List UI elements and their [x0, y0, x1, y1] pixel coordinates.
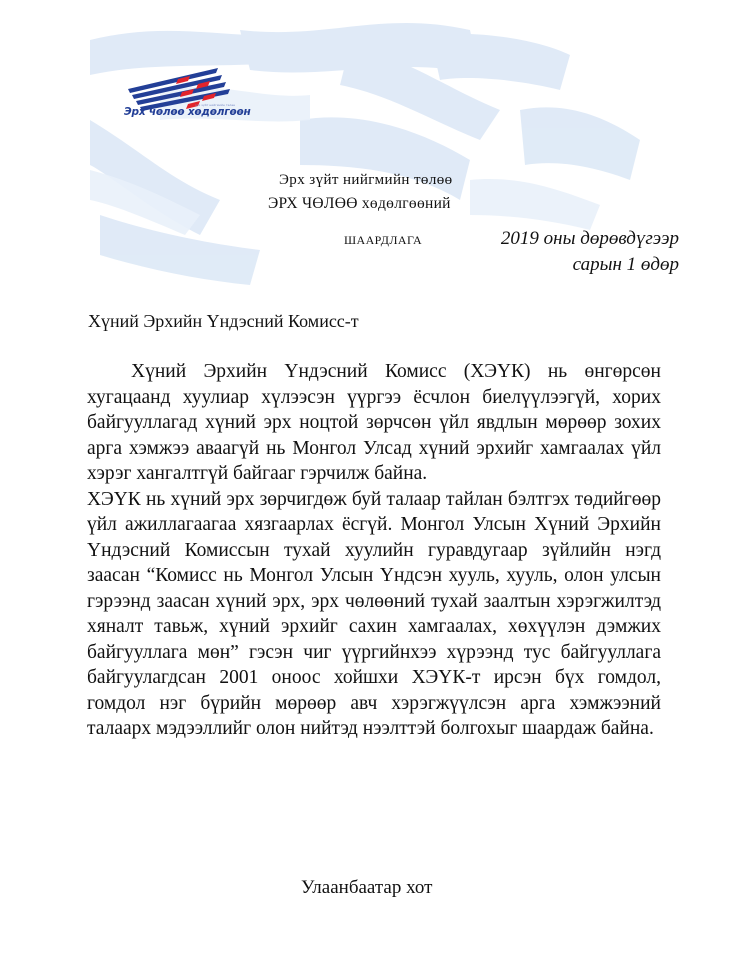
letter-body	[87, 359, 661, 742]
date-line-1: 2019 оны дөрөвдүгээр	[500, 228, 679, 249]
addressee: Хүний Эрхийн Үндэсний Комисс-т	[88, 311, 359, 331]
logo-wordmark: Эрх чөлөө хөдөлгөөн	[124, 106, 251, 118]
header-line-2: ЭРХ ЧӨЛӨӨ хөдөлгөөний	[268, 195, 451, 212]
logo-mark	[118, 56, 288, 136]
document-date	[501, 226, 679, 278]
date-line-2: сарын 1 өдөр	[572, 254, 679, 275]
logo-tagline: эрх зүйт нийгмийн төлөө	[195, 103, 235, 107]
body-paragraph-2: ХЭҮК нь хүний эрх зөрчигдөж буй талаар тайлан бэлтгэх төдийгөөр үйл ажиллагаагаа хязгаарлах ёсгүй. Монгол Улсын Хүний Эрхийн Үндэсний Комиссын тухай хуулийн гуравдугаар зүйлийн нэгд заасан “Комисс нь Монгол Улсын Үндсэн хууль, хууль, олон улсын гэрээнд заасан хүний эрх, эрх чөлөөний тухай заалтын хэрэгжилтэд хяналт тавьж, хүний эрхийг сахин хамгаалах, хөхүүлэн дэмжих байгууллага мөн” гэсэн чиг үүргийнхээ хүрээнд тус байгууллага байгуулагдсан 2001 оноос хойшхи ХЭҮК-т ирсэн бүх гомдол, гомдол нэг бүрийн мөрөөр авч хэрэгжүүлсэн арга хэмжээний талаарх мэдээллийг олон нийтэд нээлттэй болгохыг шаардаж байна.	[87, 488, 661, 739]
header-line-1: Эрх зүйт нийгмийн төлөө	[279, 172, 453, 188]
header-line-3: ШААРДЛАГА	[344, 233, 423, 247]
city-signature: Улаанбаатар хот	[301, 877, 433, 898]
body-paragraph-1: Хүний Эрхийн Үндэсний Комисс (ХЭҮК) нь өнгөрсөн хугацаанд хуулиар хүлээсэн үүргээ ёсчлон биелүүлээгүй, хорих байгууллагад хүний эрх ноцтой зөрчсөн үйл явдлын мөрөөр зохих арга хэмжээ аваагүй нь Монгол Улсад хүний эрхийг хамгаалах үйл хэрэг хангалтгүй байгааг гэрчилж байна.	[87, 361, 661, 484]
